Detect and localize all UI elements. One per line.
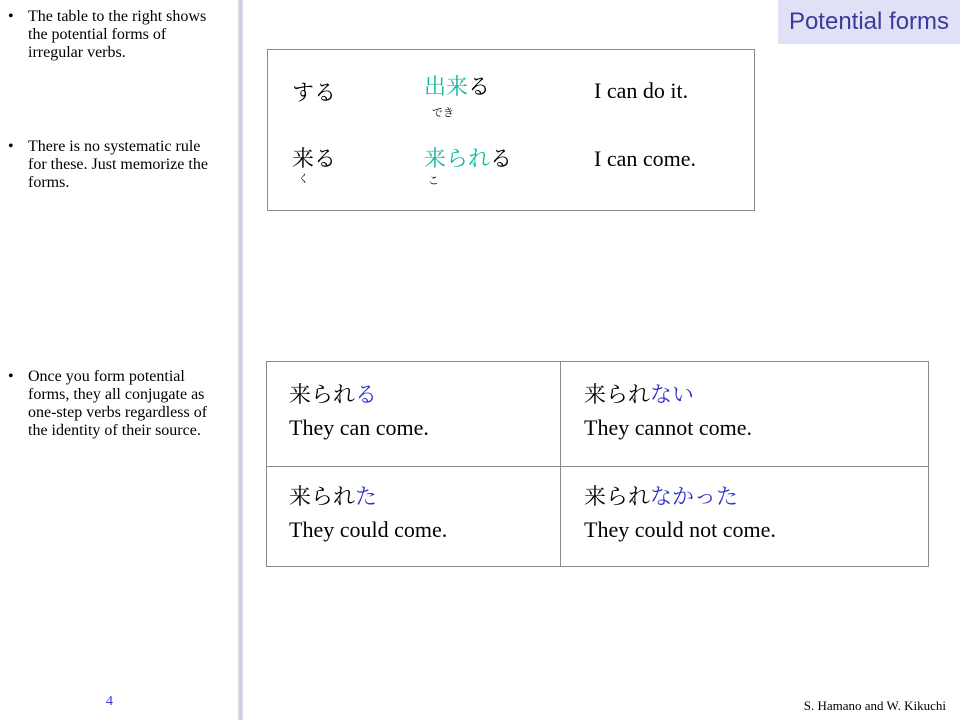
page-number: 4 bbox=[106, 694, 113, 709]
conjugation-table bbox=[266, 361, 929, 567]
verb-suru: する bbox=[292, 81, 337, 106]
note-1: • The table to the right shows the potential forms of irregular verbs. bbox=[28, 8, 218, 62]
cell-negative-present: 来られない They cannot come. bbox=[584, 380, 752, 444]
english-row-2: I can come. bbox=[594, 146, 696, 171]
english-row-1: I can do it. bbox=[594, 78, 689, 103]
irregular-potential-table bbox=[267, 49, 755, 211]
page-title: Potential forms bbox=[778, 0, 960, 44]
table-divider-horizontal bbox=[267, 466, 928, 467]
table-divider-vertical bbox=[560, 362, 561, 566]
notes-column bbox=[0, 0, 238, 720]
cell-english: They could not come. bbox=[584, 517, 776, 542]
ruby-dekiru: でき bbox=[432, 106, 454, 119]
note-3: • Once you form potential forms, they all conjugate as one-step verbs regardless of the identity of their source. bbox=[28, 368, 218, 440]
column-divider bbox=[238, 0, 243, 720]
cell-english: They cannot come. bbox=[584, 415, 752, 440]
cell-english: They could come. bbox=[289, 517, 448, 542]
cell-affirmative-present: 来られる They can come. bbox=[289, 380, 429, 444]
author-credit: S. Hamano and W. Kikuchi bbox=[803, 698, 946, 713]
ruby-kuru: く bbox=[298, 172, 309, 185]
potential-dekiru: 出来る bbox=[424, 75, 491, 100]
verb-kuru: 来る bbox=[292, 147, 337, 172]
cell-affirmative-past: 来られた They could come. bbox=[289, 482, 447, 546]
potential-korareru: 来られる bbox=[424, 147, 513, 172]
cell-english: They can come. bbox=[289, 415, 429, 440]
note-2: • There is no systematic rule for these. Just memorize the forms. bbox=[28, 138, 218, 192]
cell-negative-past: 来られなかった They could not come. bbox=[584, 482, 776, 546]
ruby-korareru: こ bbox=[428, 174, 439, 187]
